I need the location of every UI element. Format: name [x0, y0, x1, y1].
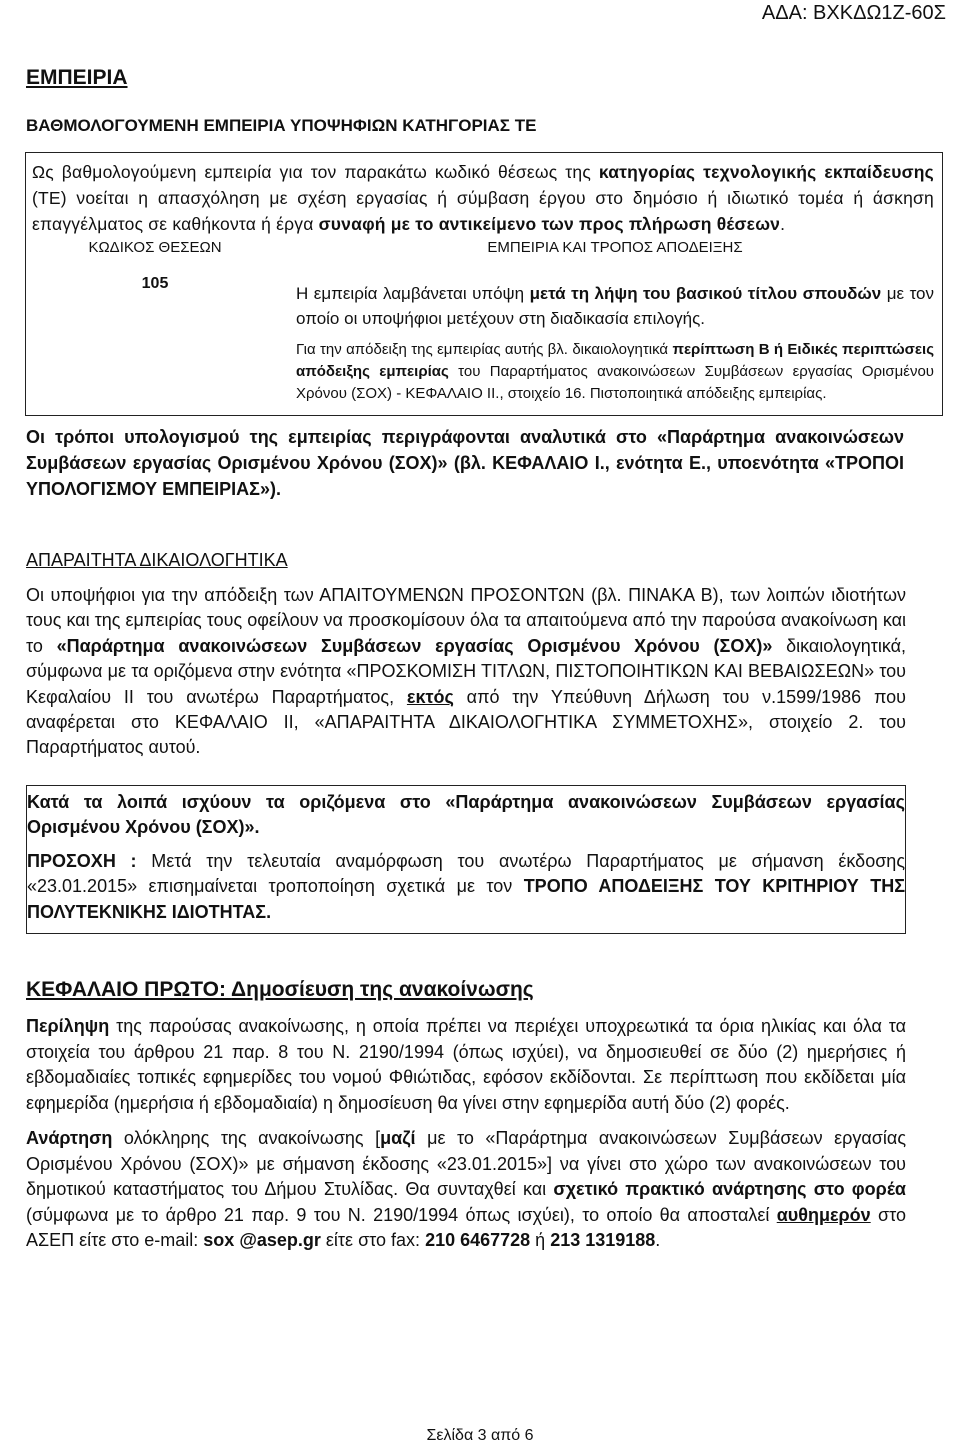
- text: ή: [530, 1230, 551, 1251]
- ada-code: ΑΔΑ: ΒΧΚΔΩ1Ζ-60Σ: [761, 2, 946, 24]
- notice-para-1: [27, 790, 905, 841]
- text: από την Υπεύθυνη Δήλωση του ν.1599/1986 που αναφέρεται στο ΚΕΦΑΛΑΙΟ ΙΙ, «ΑΠΑΡΑΙΤΗΤΑ ΔΙΚΑΙΟΛΟΓΗΤΙΚΑ ΣΥΜΜΕΤΟΧΗΣ», στοιχείο 2. του Παραρτήματος αυτού.: [26, 686, 906, 758]
- chapter-title: Δημοσίευση της ανακοίνωσης: [231, 978, 534, 1002]
- table-header-row: [32, 239, 934, 275]
- text: με το «Παράρτημα ανακοινώσεων Συμβάσεων εργασίας Ορισμένου Χρόνου (ΣΟΧ)» με σήμανση έκδοσης «23.01.2015»] να γίνει στο χώρο των ανακοινώσεων του δημοτικού καταστήματος του Δήμου Στυλίδας. Θα συνταχθεί και: [26, 1128, 906, 1200]
- experience-intro: [32, 159, 934, 237]
- notice-para-2: [27, 849, 905, 926]
- text: του Παραρτήματος ανακοινώσεων Συμβάσεων εργασίας Ορισμένου Χρόνου (ΣΟΧ) - ΚΕΦΑΛΑΙΟ ΙΙ., στοιχείο 16. Πιστοποιητικά απόδειξης εμπειρίας.: [296, 363, 935, 402]
- document-page: [26, 66, 935, 1254]
- experience-subheading: ΒΑΘΜΟΛΟΓΟΥΜΕΝΗ ΕΜΠΕΙΡΙΑ ΥΠΟΨΗΦΙΩΝ ΚΑΤΗΓΟΡΙΑΣ ΤΕ: [26, 116, 537, 135]
- bold-text: μαζί: [380, 1128, 416, 1149]
- bold-text: ΤΡΟΠΟ ΑΠΟΔΕΙΞΗΣ ΤΟΥ ΚΡΙΤΗΡΙΟΥ ΤΗΣ ΠΟΛΥΤΕΚΝΙΚΗΣ ΙΔΙΟΤΗΤΑΣ.: [27, 876, 905, 922]
- experience-requirement: [296, 275, 934, 331]
- bold-text: Κατά τα λοιπά ισχύουν τα οριζόμενα στο «Παράρτημα ανακοινώσεων Συμβάσεων εργασίας Ορισμένου Χρόνου (ΣΟΧ)».: [27, 791, 905, 838]
- email-address[interactable]: sox @asep.gr: [203, 1230, 321, 1251]
- experience-box: [25, 152, 943, 416]
- bold-text: ΠΡΟΣΟΧΗ :: [27, 850, 137, 871]
- notice-box: [26, 785, 906, 935]
- text: Οι υποψήφιοι για την απόδειξη των ΑΠΑΙΤΟΥΜΕΝΩΝ ΠΡΟΣΟΝΤΩΝ (βλ. ΠΙΝΑΚΑ Β), των λοιπών ιδιοτήτων τους και της εμπειρίας τους οφείλουν να προσκομίσουν όλα τα απαιτούμενα από την παρούσα ανακοίνωση και το: [26, 585, 906, 656]
- calculation-note: Οι τρόποι υπολογισμού της εμπειρίας περιγράφονται αναλυτικά στο «Παράρτημα ανακοινώσεων Συμβάσεων εργασίας Ορισμένου Χρόνου (ΣΟΧ)» (βλ. ΚΕΦΑΛΑΙΟ Ι., ενότητα Ε., υποενότητα «ΤΡΟΠΟΙ ΥΠΟΛΟΓΙΣΜΟΥ ΕΜΠΕΙΡΙΑΣ»).: [26, 427, 904, 499]
- fax-number: 210 6467728: [425, 1230, 531, 1251]
- experience-proof: [296, 339, 934, 405]
- bold-text: μετά τη λήψη του βασικού τίτλου σπουδών: [529, 284, 882, 303]
- text: (σύμφωνα με το άρθρο 21 παρ. 9 του Ν. 2190/1994 όπως ισχύει), το οποίο θα αποσταλεί: [26, 1204, 777, 1225]
- experience-column-header: ΕΜΠΕΙΡΙΑ ΚΑΙ ΤΡΟΠΟΣ ΑΠΟΔΕΙΞΗΣ: [487, 239, 743, 256]
- text: στο ΑΣΕΠ είτε στο e-mail:: [26, 1204, 906, 1251]
- bold-text: σχετικό πρακτικό ανάρτησης στο φορέα: [553, 1179, 906, 1200]
- page-footer: Σελίδα 3 από 6: [426, 1427, 534, 1444]
- code-column-header: ΚΩΔΙΚΟΣ ΘΕΣΕΩΝ: [88, 239, 222, 256]
- chapter-label: ΚΕΦΑΛΑΙΟ ΠΡΩΤΟ:: [26, 978, 232, 1002]
- text: (ΤΕ) νοείται η απασχόληση με σχέση εργασίας ή σύμβαση έργου στο δημόσιο ή ιδιωτικό τομέα ή άσκηση επαγγέλματος σε καθήκοντα ή έργα: [32, 188, 934, 234]
- bold-text: «Παράρτημα ανακοινώσεων Συμβάσεων εργασίας Ορισμένου Χρόνου (ΣΟΧ)»: [56, 635, 773, 656]
- text: .: [655, 1230, 661, 1251]
- text: της παρούσας ανακοίνωσης, η οποία πρέπει να περιέχει υποχρεωτικά τα όρια ηλικίας και όλα τα στοιχεία του άρθρου 21 παρ. 8 του Ν. 2190/1994 (όπως ισχύει), να δημοσιευθεί σε δύο (2) ημερήσιες ή εβδομαδιαίες τοπικές εφημερίδες του νομού Φθιώτιδας, εφόσον εκδίδονται. Σε περίπτωση που εκδίδεται μία εφημερίδα (ημερήσια ή εβδομαδιαία) η δημοσίευση θα γίνει στην εφημερίδα αυτή δύο (2) φορές.: [26, 1016, 906, 1113]
- text: Μετά την τελευταία αναμόρφωση του ανωτέρω Παραρτήματος με σήμανση έκδοσης «23.01.2015» επισημαίνεται τροποποίηση σχετικά με τον: [27, 850, 905, 897]
- table-row: [32, 275, 934, 405]
- fax-number: 213 1319188: [550, 1230, 656, 1251]
- bold-text: Περίληψη: [26, 1016, 110, 1037]
- posting-para: [26, 1126, 906, 1254]
- position-code: 105: [141, 275, 169, 292]
- text: Ως βαθμολογούμενη εμπειρία για τον παρακάτω κωδικό θέσεως της: [32, 162, 599, 182]
- bold-text: Ανάρτηση: [26, 1128, 113, 1149]
- required-docs-heading: ΑΠΑΡΑΙΤΗΤΑ ΔΙΚΑΙΟΛΟΓΗΤΙΚΑ: [26, 550, 288, 570]
- bold-text: κατηγορίας τεχνολογικής εκπαίδευσης: [598, 162, 934, 182]
- experience-description: [278, 275, 934, 405]
- text: Η εμπειρία λαμβάνεται υπόψη: [296, 284, 530, 303]
- summary-para: [26, 1014, 906, 1116]
- experience-heading: ΕΜΠΕΙΡΙΑ: [26, 66, 128, 89]
- experience-table: [32, 239, 934, 405]
- bold-text: συναφή με το αντικείμενο των προς πλήρωση θέσεων: [318, 214, 781, 234]
- text: .: [780, 214, 786, 234]
- text: ολόκληρης της ανακοίνωσης [: [112, 1128, 381, 1149]
- required-docs-text: [26, 583, 906, 761]
- text: Για την απόδειξη της εμπειρίας αυτής βλ. δικαιολογητικά: [296, 341, 673, 358]
- underlined-bold-text: εκτός: [406, 686, 454, 707]
- underlined-bold-text: αυθημερόν: [776, 1204, 871, 1225]
- text: δικαιολογητικά, σύμφωνα με τα οριζόμενα στην ενότητα «ΠΡΟΣΚΟΜΙΣΗ ΤΙΤΛΩΝ, ΠΙΣΤΟΠΟΙΗΤΙΚΩΝ ΚΑΙ ΒΕΒΑΙΩΣΕΩΝ» του Κεφαλαίου ΙΙ του ανωτέρω Παραρτήματος,: [26, 635, 907, 707]
- chapter-one-heading: [26, 978, 906, 1002]
- text: είτε στο fax:: [320, 1230, 426, 1251]
- text: με τον οποίο οι υποψήφιοι μετέχουν στη διαδικασία επιλογής.: [296, 284, 935, 328]
- bold-text: περίπτωση Β ή Ειδικές περιπτώσεις απόδειξης εμπειρίας: [296, 341, 934, 380]
